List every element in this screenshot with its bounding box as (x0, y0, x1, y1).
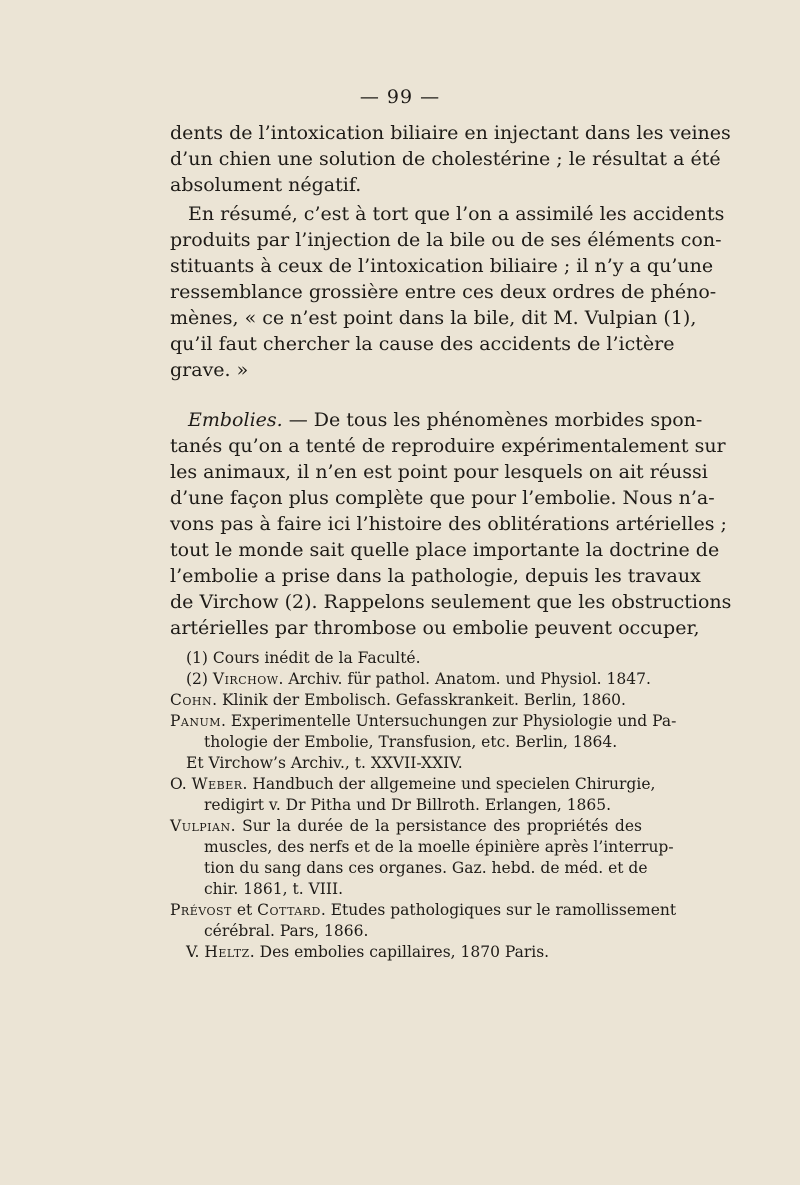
text-line: artérielles par thrombose ou embolie peuvent occuper, (170, 617, 700, 639)
author-name: Panum (170, 712, 222, 730)
author-name: Heltz (204, 943, 250, 961)
text-line: tout le monde sait quelle place importante la doctrine de (170, 539, 720, 561)
author-name: Prévost (170, 901, 232, 919)
footnote-line: thologie der Embolie, Transfusion, etc. Berlin, 1864. (204, 733, 618, 751)
footnote-text: . Klinik der Embolisch. Gefasskrankeit. Berlin, 1860. (212, 691, 626, 709)
footnote-line: tion du sang dans ces organes. Gaz. hebd. de méd. et de (204, 859, 648, 877)
text-line: mènes, « ce n’est point dans la bile, dit M. Vulpian (1), (170, 307, 697, 329)
text-line: les animaux, il n’en est point pour lesquels on ait réussi (170, 461, 708, 483)
footnote-line (170, 900, 677, 921)
footnote-line: cérébral. Pars, 1866. (204, 922, 369, 940)
footnote-text: . Des embolies capillaires, 1870 Paris. (249, 943, 550, 961)
footnote-text: et (231, 901, 258, 919)
text-line: absolument négatif. (170, 174, 362, 196)
text-line: d’un chien une solution de cholestérine ; le résultat a été (170, 148, 721, 170)
text-line: qu’il faut chercher la cause des accidents de l’ictère (170, 333, 675, 355)
author-name: Cottard (257, 901, 321, 919)
author-name: Cohn (170, 691, 213, 709)
text-line (170, 407, 703, 433)
text-line: de Virchow (2). Rappelons seulement que les obstructions (170, 591, 732, 613)
footnote-line: chir. 1861, t. VIII. (204, 880, 344, 898)
footnote-line (170, 690, 642, 711)
footnote-line (170, 774, 656, 795)
footnote-text: . Etudes pathologiques sur le ramollissement (320, 901, 677, 919)
footnote-line (170, 669, 651, 690)
author-name: Virchow (212, 670, 279, 688)
footnote-line (170, 816, 642, 837)
text-line: stituants à ceux de l’intoxication biliaire ; il n’y a qu’une (170, 255, 714, 277)
footnote-line (170, 942, 642, 963)
text-line: d’une façon plus complète que pour l’embolie. Nous n’a- (170, 487, 715, 509)
footnote-text: . Archiv. für pathol. Anatom. und Physiol. 1847. (278, 670, 651, 688)
text-line: produits par l’injection de la bile ou de ses éléments con- (170, 229, 722, 251)
author-name: Weber (191, 775, 243, 793)
footnote-text: . Experimentelle Untersuchungen zur Physiologie und Pa- (221, 712, 677, 730)
page-number: — 99 — (359, 86, 441, 108)
text-line: l’embolie a prise dans la pathologie, depuis les travaux (170, 565, 701, 587)
text-line: dents de l’intoxication biliaire en injectant dans les veines (170, 122, 731, 144)
text-span: — De tous les phénomènes morbides spon- (282, 409, 703, 431)
footnote-line (170, 711, 677, 732)
footnote-line: muscles, des nerfs et de la moelle épinière après l’interrup- (204, 838, 674, 856)
footnote-text: O. (170, 775, 192, 793)
footnote-line: (1) Cours inédit de la Faculté. (186, 649, 421, 667)
footnote-text: . Handbuch der allgemeine und specielen Chirurgie, (242, 775, 656, 793)
section-heading-embolies: Embolies. (188, 409, 283, 431)
footnote-text: V. (186, 943, 205, 961)
text-line: ressemblance grossière entre ces deux ordres de phéno- (170, 281, 717, 303)
footnote-text: . Sur la durée de la persistance des propriétés des (230, 817, 642, 835)
footnote-line: redigirt v. Dr Pitha und Dr Billroth. Erlangen, 1865. (204, 796, 612, 814)
text-line: grave. » (170, 359, 249, 381)
text-line: En résumé, c’est à tort que l’on a assimilé les accidents (188, 203, 725, 225)
text-line: tanés qu’on a tenté de reproduire expérimentalement sur (170, 435, 726, 457)
text-line: vons pas à faire ici l’histoire des oblitérations artérielles ; (170, 513, 727, 535)
footnote-marker: (2) (186, 670, 213, 688)
author-name: Vulpian (170, 817, 231, 835)
footnote-line: Et Virchow’s Archiv., t. XXVII-XXIV. (186, 754, 463, 772)
